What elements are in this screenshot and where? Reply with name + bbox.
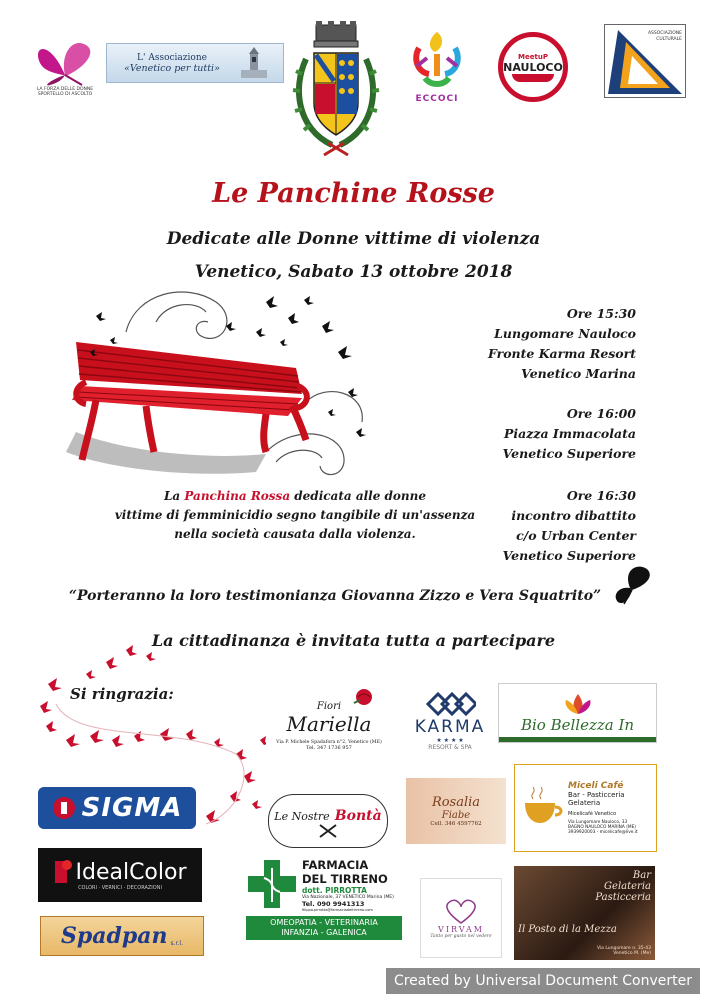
- karma-logo: [406, 683, 494, 759]
- watermark-badge: [386, 968, 700, 994]
- subtitle: Dedicate alle Donne vittime di violenza: [166, 229, 541, 249]
- date-line: Venetico, Sabato 13 ottobre 2018: [194, 262, 513, 282]
- schedule-line: Venetico Marina: [521, 366, 636, 381]
- watermark-text: Created by Universal Document Converter: [393, 973, 692, 989]
- assoc-culturale-line2: CULTURALE: [656, 37, 682, 42]
- miceli-address: Via Lungomare Nauloco, 33: [568, 820, 628, 825]
- miceli-sub2: Gelateria: [568, 799, 601, 807]
- meetup-label: MeetuP: [518, 52, 548, 61]
- idealcolor-mark-icon: [53, 859, 73, 885]
- farmacia-label: FARMACIA: [302, 858, 369, 872]
- farmacia-banner-line2: INFANZIA - GALENICA: [281, 928, 367, 937]
- eccoci-logo: [407, 26, 467, 106]
- farmacia-logo: [246, 858, 402, 954]
- red-bench-illustration: [66, 282, 386, 487]
- butterfly-org-logo: [26, 28, 104, 104]
- spadpan-suffix: s.r.l.: [170, 939, 183, 947]
- bar-gelateria-photo: [514, 866, 655, 960]
- miceli-cafe-logo: [514, 764, 657, 852]
- miceli-town: BAGNO NAULOCO MARINA (ME): [568, 825, 636, 830]
- fiori-label: Fiori: [316, 701, 342, 712]
- bar-address: Via Lungomare n. 35-43: [596, 946, 651, 951]
- coat-of-arms-icon: [288, 19, 384, 157]
- description-line2: vittime di femminicidio segno tangibile di un'assenza: [114, 508, 476, 522]
- rosalia-tel: Cell. 346 4597762: [430, 821, 482, 827]
- bar-script-name: Il Posto di la Mezza: [518, 924, 617, 935]
- sigma-mark-icon: [52, 796, 76, 820]
- panchina-rossa-highlight: Panchina Rossa: [184, 489, 291, 503]
- associazione-line1: L' Associazione: [137, 52, 207, 63]
- meetup-nauloco-logo: [498, 32, 568, 102]
- bio-bellezza-logo: [498, 683, 657, 743]
- idealcolor-logo: [38, 848, 202, 902]
- hands-icon: [409, 28, 465, 94]
- farmacia-tel: Tel. 090 9941313: [302, 900, 365, 908]
- schedule-time: Ore 16:30: [566, 488, 636, 503]
- coffee-cup-icon: [519, 787, 567, 827]
- bonta-label: Bontà: [334, 807, 382, 824]
- pharmacy-cross-icon: [246, 858, 298, 912]
- description-prefix: La: [163, 489, 185, 503]
- schedule-line: Fronte Karma Resort: [487, 346, 636, 361]
- bar-town: Venetico M. (Me): [613, 951, 651, 956]
- miceli-fb: Micelicafè Venetico: [568, 811, 617, 817]
- bell-tower-icon: [237, 46, 271, 80]
- rosalia-name: Rosalia: [431, 795, 481, 810]
- sigma-name: SIGMA: [81, 793, 183, 823]
- karma-name: KARMA: [414, 717, 486, 737]
- miceli-name: Miceli Café: [568, 781, 624, 791]
- eccoci-label: ECCOCI: [415, 94, 459, 104]
- farmacia-banner-line1: OMEOPATIA - VETERINARIA: [270, 918, 378, 927]
- schedule-line: Piazza Immacolata: [504, 426, 636, 441]
- nauloco-label: NAULOCO: [503, 60, 563, 74]
- mariella-name: Mariella: [286, 712, 372, 736]
- schedule-line: Venetico Superiore: [502, 446, 636, 461]
- description-line1-rest: dedicata alle donne: [290, 489, 427, 503]
- karma-sub: RESORT & SPA: [428, 744, 472, 751]
- schedule-line: Venetico Superiore: [502, 548, 636, 563]
- rosalia-logo: [406, 778, 506, 844]
- associazione-culturale-logo: [604, 24, 686, 98]
- butterfly-org-line2: SPORTELLO DI ASCOLTO: [37, 92, 93, 97]
- miceli-sub1: Bar - Pasticceria: [568, 791, 625, 799]
- schedule-line: incontro dibattito: [511, 508, 636, 523]
- virvam-logo: [420, 878, 502, 958]
- fiori-tel: Tel. 347 1736 957: [306, 745, 352, 751]
- karma-stars: ★ ★ ★ ★: [436, 737, 464, 744]
- sigma-logo: [38, 787, 196, 829]
- farmacia-email: filippo.pirrotta@farmaciadeltirreno.com: [302, 908, 373, 912]
- testimony-quote: “Porteranno la loro testimonianza Giovanna Zizzo e Vera Squatrito”: [68, 588, 602, 604]
- spadpan-logo: [40, 916, 204, 956]
- assoc-culturale-line1: ASSOCIAZIONE: [647, 31, 682, 36]
- pirrotta-label: dott. PIRROTTA: [302, 886, 367, 895]
- le-nostre-label: Le Nostre: [274, 809, 330, 823]
- idealcolor-name: IdealColor: [75, 859, 187, 885]
- crossed-utensils-icon: [318, 824, 338, 838]
- karma-knot-icon: [424, 691, 476, 717]
- schedule-time: Ore 16:00: [566, 406, 636, 421]
- butterfly-icon: [30, 35, 100, 87]
- schedule-line: Lungomare Nauloco: [494, 326, 636, 341]
- description-line3: nella società causata dalla violenza.: [174, 527, 416, 541]
- schedule-block-3: [503, 486, 636, 566]
- schedule-block-2: [503, 404, 636, 464]
- associazione-logo: [106, 43, 284, 83]
- fiori-address: Via P. Michele Spadafora n°2, Venetico (ME): [276, 740, 382, 745]
- thanks-label: Si ringrazia:: [70, 685, 174, 703]
- spadpan-name: Spadpan: [61, 923, 168, 949]
- virvam-name: VIRVAM: [438, 925, 484, 934]
- description: [110, 487, 480, 544]
- virvam-sub: Tanto per gusto nel vedere: [430, 934, 492, 939]
- le-nostre-bonta-logo: [268, 794, 388, 848]
- farmacia-address: Via Nazionale, 37 VENETICO Marina (ME): [302, 895, 394, 900]
- page-title: Le Panchine Rosse: [212, 178, 495, 209]
- heart-swirl-icon: [441, 897, 481, 925]
- schedule-line: c/o Urban Center: [516, 528, 636, 543]
- idealcolor-tag: COLORI · VERNICI · DECORAZIONI: [78, 885, 162, 891]
- miceli-phone: 3939920003 - micelicafe@live.it: [568, 830, 638, 835]
- schedule-block-1: [488, 304, 636, 384]
- butterfly-icon: [610, 564, 654, 606]
- bio-bellezza-name: Bio Bellezza In: [520, 716, 635, 734]
- rosalia-sub: Fiabe: [441, 810, 471, 821]
- butterfly-org-line1: LA FORZA DELLE DONNE: [36, 87, 94, 92]
- coat-of-arms-logo: [287, 18, 385, 158]
- schedule-time: Ore 15:30: [566, 306, 636, 321]
- gelateria-label: Gelateria: [604, 881, 651, 892]
- fiori-mariella-logo: [268, 683, 390, 765]
- rose-icon: [352, 687, 376, 707]
- invite-line: La cittadinanza è invitata tutta a partecipare: [151, 631, 556, 650]
- lotus-icon: [560, 692, 596, 716]
- pasticceria-label: Pasticceria: [595, 892, 651, 903]
- del-tirreno-label: DEL TIRRENO: [302, 872, 388, 886]
- associazione-line2: «Venetico per tutti»: [124, 62, 220, 74]
- bar-label: Bar: [632, 870, 651, 881]
